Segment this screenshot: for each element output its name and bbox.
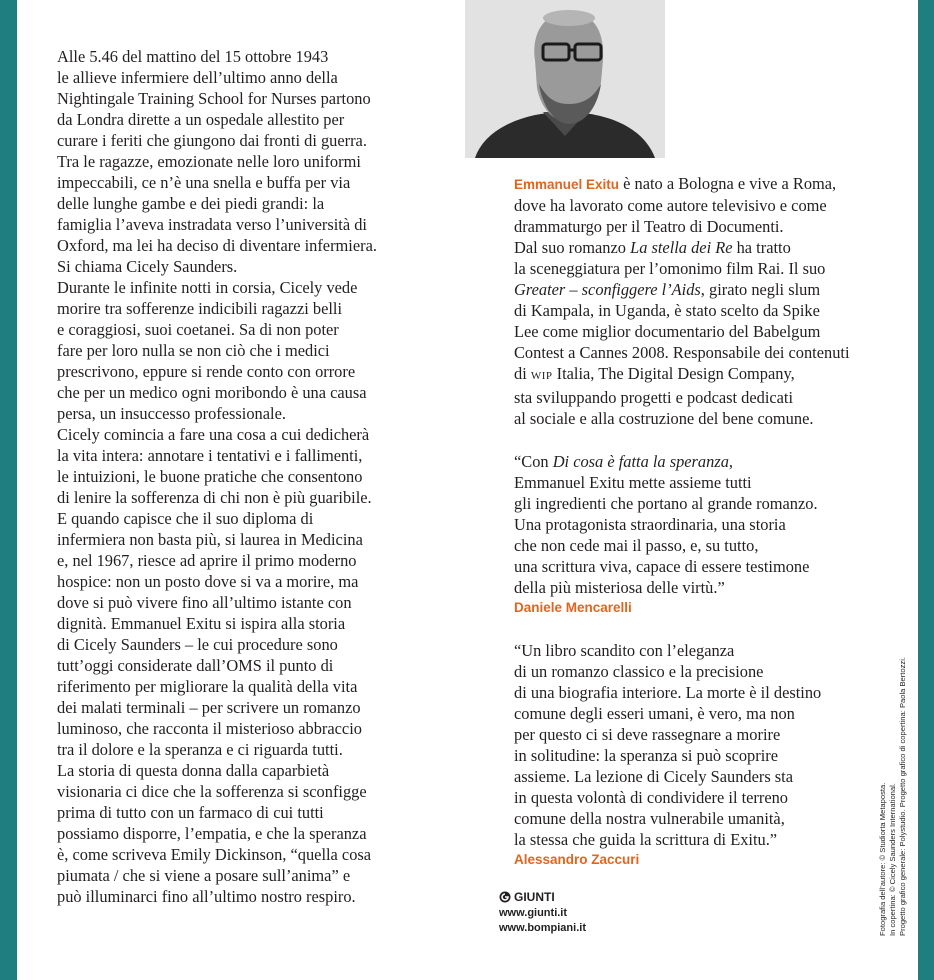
giunti-logo-icon	[499, 891, 511, 903]
bio-text: dove ha lavorato come autore televisivo e come drammaturgo per il Teatro di Documenti.	[514, 196, 827, 236]
author-portrait-image	[465, 0, 665, 158]
film-title: Greater – sconfiggere l’Aids	[514, 280, 701, 299]
logo-text: GIUNTI	[514, 890, 555, 904]
quote-text: Emmanuel Exitu mette assieme tutti gli ingredienti che portano al grande romanzo. Una protagonista straordinaria, una storia che non cede mai il passo, e, su tutto, una scrittura viva, capace di essere testimone della più misteriosa delle virtù.”	[514, 473, 818, 597]
right-teal-edge	[918, 0, 934, 980]
review-quote-1	[514, 451, 874, 598]
publisher-logo	[499, 888, 586, 906]
bio-text: Italia, The Digital Design Company,	[552, 364, 795, 383]
right-column	[514, 173, 874, 870]
credit-line-photo: Fotografia dell’autore: © Studiorta Metaposta.	[878, 782, 887, 936]
left-teal-edge	[0, 0, 17, 980]
publisher-url-1[interactable]: www.giunti.it	[499, 907, 568, 919]
synopsis-paragraph: Alle 5.46 del mattino del 15 ottobre 1943 le allieve infermiere dell’ultimo anno della Nightingale Training School for Nurses partono da Londra dirette a un ospedale allestito per curare i feriti che giungono dai fronti di guerra. Tra le ragazze, emozionate nelle loro uniformi impeccabili, ce n’è una snella e buffa per via delle lunghe gambe e dei piedi grandi: la famiglia l’aveva instradata verso l’università di Oxford, ma lei ha deciso di diventare infermiera. Si chiama Cicely Saunders.	[57, 47, 377, 276]
bio-text: è nato a Bologna e vive a Roma,	[619, 174, 837, 193]
book-title: Di cosa è fatta la speranza	[552, 452, 729, 471]
author-bio	[514, 173, 874, 429]
credits-vertical	[878, 657, 908, 936]
bio-text: di	[514, 364, 531, 383]
publisher-url-2[interactable]: www.bompiani.it	[499, 922, 586, 934]
bio-text: Dal suo romanzo	[514, 238, 631, 257]
quote-text: ,	[728, 452, 734, 471]
book-title: La stella dei Re	[630, 238, 733, 257]
synopsis-text	[57, 46, 417, 907]
brand-name: WIP	[530, 370, 553, 382]
review-quote-2: “Un libro scandito con l’eleganza di un romanzo classico e la precisione di una biografia interiore. La morte è il destino comune degli esseri umani, è vero, ma non per questo ci si deve rassegnare a morire in solitudine: la speranza si può scoprire assieme. La lezione di Cicely Saunders sta in questa volontà di condividere il terreno comune della nostra vulnerabile umanità, la stessa che guida la scrittura di Exitu.”	[514, 641, 822, 849]
synopsis-paragraph: La storia di questa donna dalla caparbietà visionaria ci dice che la sofferenza si sconfigge prima di tutto con un farmaco di cui tutti possiamo disporre, l’empatia, e che la speranza è, come scriveva Emily Dickinson, “quella cosa piumata / che si viene a posare sull’anima” e può illuminarci fino all’ultimo nostro respiro.	[57, 761, 372, 906]
synopsis-paragraph: Durante le infinite notti in corsia, Cicely vede morire tra sofferenze indicibili ragazzi belli e coraggiosi, suoi coetanei. Sa di non poter fare per loro nulla se non ciò che i medici prescrivono, eppure si rende conto con orrore che per un medico ogni moribondo è una causa persa, un insuccesso professionale.	[57, 278, 367, 423]
synopsis-paragraph: Cicely comincia a fare una cosa a cui dedicherà la vita intera: annotare i tentativi e i fallimenti, le intuizioni, le buone pratiche che consentono di lenire la sofferenza di chi non è più guaribile. E quando capisce che il suo diploma di infermiera non basta più, si laurea in Medicina e, nel 1967, riesce ad aprire il primo moderno hospice: non un posto dove si va a morire, ma dove si può vivere fino all’ultimo istante con dignità. Emmanuel Exitu si ispira alla storia di Cicely Saunders – le cui procedure sono tutt’oggi considerate dall’OMS il punto di riferimento per migliorare la qualità della vita dei malati terminali – per scrivere un romanzo luminoso, che racconta il misterioso abbraccio tra il dolore e la speranza e ci riguarda tutti.	[57, 425, 372, 759]
author-name: Emmanuel Exitu	[514, 177, 620, 192]
quote-author-1: Daniele Mencarelli	[514, 600, 632, 615]
credit-line-cover: In copertina: © Cicely Saunders International.	[888, 783, 897, 936]
author-photo	[465, 0, 665, 158]
publisher-block	[499, 888, 586, 936]
bio-text: sta sviluppando progetti e podcast dedicati al sociale e alla costruzione del bene comune.	[514, 388, 814, 428]
credit-line-design: Progetto grafico generale: Polystudio. Progetto grafico di copertina: Paola Bertozzi.	[898, 656, 907, 936]
quote-author-2: Alessandro Zaccuri	[514, 852, 640, 867]
bio-text: di Kampala, in Uganda, è stato scelto da Spike Lee come miglior documentario del Babelgum Contest a Cannes 2008. Responsabile dei contenuti	[514, 301, 850, 362]
bio-text: , girato negli slum	[700, 280, 821, 299]
bio-text: ha tratto	[732, 238, 791, 257]
quote-text: “Con	[514, 452, 553, 471]
bio-text: la sceneggiatura per l’omonimo film Rai. Il suo	[514, 259, 826, 278]
